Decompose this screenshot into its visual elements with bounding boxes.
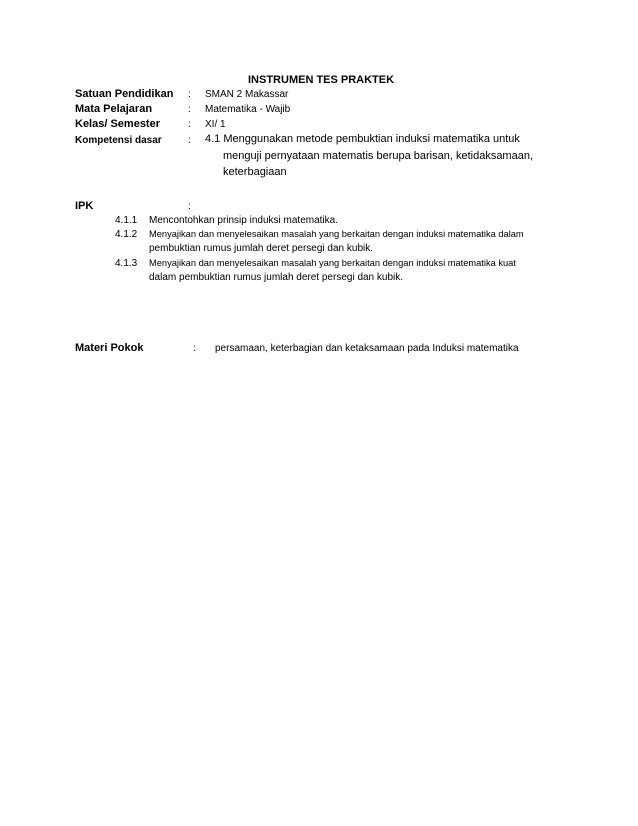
mapel-colon: :	[188, 104, 191, 115]
kelas-value: XI/ 1	[205, 119, 226, 130]
satuan-colon: :	[188, 89, 191, 100]
kelas-label: Kelas/ Semester	[75, 118, 160, 130]
ipk-item-num-3: 4.1.3	[115, 258, 138, 269]
kd-line-3: keterbagiaan	[223, 166, 287, 178]
mapel-label: Mata Pelajaran	[75, 103, 153, 115]
kd-line-1: 4.1 Menggunakan metode pembuktian induksi matematika untuk	[205, 133, 520, 145]
materi-colon: :	[193, 343, 196, 354]
document-title: INSTRUMEN TES PRAKTEK	[248, 74, 395, 86]
ipk-colon: :	[188, 201, 191, 212]
satuan-value: SMAN 2 Makassar	[205, 89, 289, 100]
kd-line-2: menguji pernyataan matematis berupa barisan, ketidaksamaan,	[223, 150, 534, 162]
ipk-item-text-2b: pembuktian rumus jumlah deret persegi dan kubik.	[149, 243, 374, 254]
ipk-item-text-2a: Menyajikan dan menyelesaikan masalah yang berkaitan dengan induksi matematika dalam	[149, 229, 524, 239]
kelas-colon: :	[188, 119, 191, 130]
ipk-item-num-1: 4.1.1	[115, 215, 138, 226]
ipk-label: IPK	[75, 200, 94, 212]
mapel-value: Matematika - Wajib	[205, 104, 291, 115]
kd-colon: :	[188, 135, 191, 146]
materi-label: Materi Pokok	[75, 342, 144, 354]
materi-value: persamaan, keterbagian dan ketaksamaan pada Induksi matematika	[215, 343, 519, 354]
ipk-item-text-3a: Menyajikan dan menyelesaikan masalah yang berkaitan dengan induksi matematika kuat	[149, 258, 516, 268]
ipk-item-text-1: Mencontohkan prinsip induksi matematika.	[149, 215, 338, 226]
satuan-label: Satuan Pendidikan	[75, 88, 174, 100]
kd-label: Kompetensi dasar	[75, 135, 162, 146]
ipk-item-text-3b: dalam pembuktian rumus jumlah deret persegi dan kubik.	[149, 272, 404, 283]
ipk-item-num-2: 4.1.2	[115, 229, 138, 240]
